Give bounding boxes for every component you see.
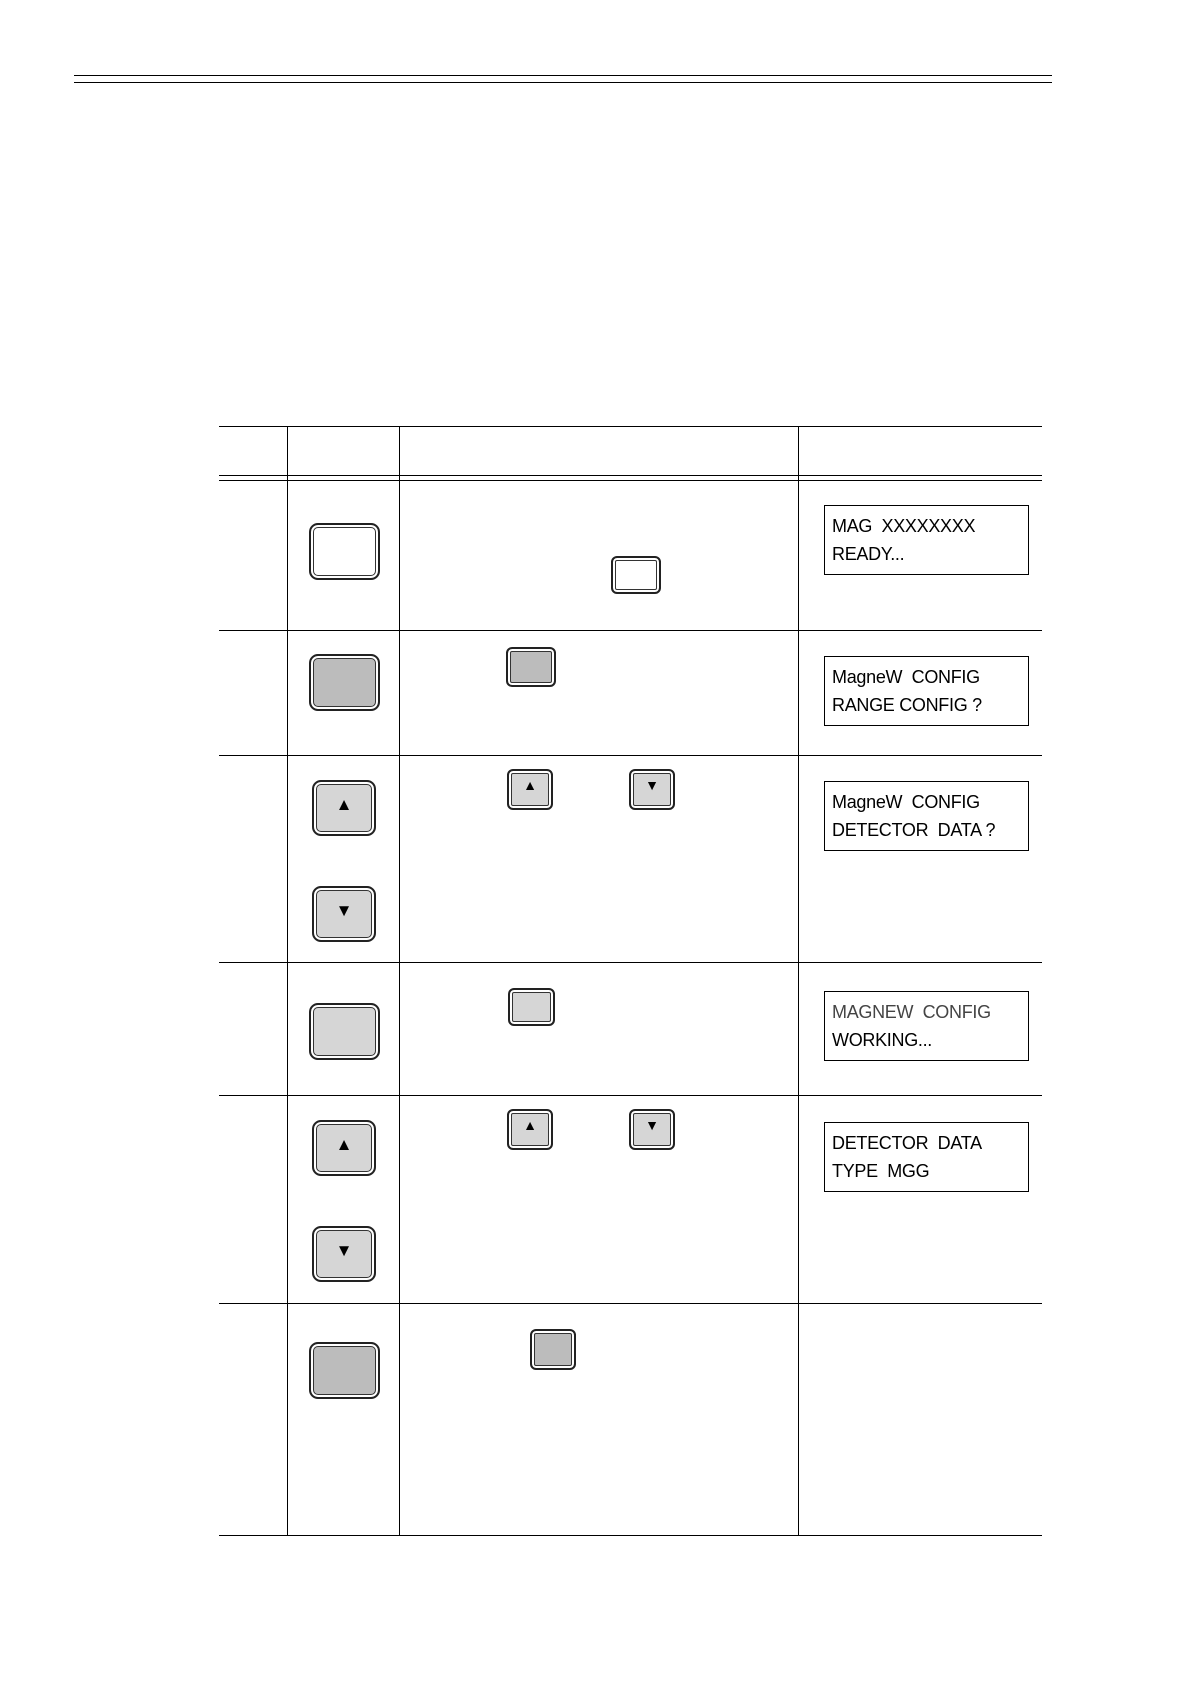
header-rule-2 [219,480,1042,481]
down-arrow-button[interactable] [312,1226,376,1282]
lcd-display [824,991,1029,1061]
lcd-line-1: DETECTOR DATA [832,1133,982,1153]
column-divider-1 [287,426,288,1536]
lcd-display [824,1122,1029,1192]
lcd-line-1: MAG XXXXXXXX [832,516,976,536]
up-arrow-icon: ▲ [335,1134,353,1154]
column-divider-3 [798,426,799,1536]
lcd-line-2: TYPE MGG [832,1161,930,1181]
function-key-inline-icon [506,647,556,687]
header-rule-top [74,75,1052,76]
lcd-line-1: MagneW CONFIG [832,792,980,812]
lcd-display [824,781,1029,851]
up-arrow-icon: ▲ [523,1116,537,1133]
blank-key-button[interactable] [309,523,380,580]
lcd-line-2: READY... [832,544,905,564]
table-top-rule [219,426,1042,427]
lcd-line-2: DETECTOR DATA ? [832,820,996,840]
up-arrow-icon: ▲ [335,794,353,814]
function-key-button[interactable] [309,654,380,711]
enter-key-button[interactable] [309,1003,380,1060]
row-divider [219,755,1042,756]
up-arrow-button[interactable] [312,780,376,836]
lcd-display [824,505,1029,575]
row-divider [219,962,1042,963]
row-divider [219,630,1042,631]
up-arrow-button[interactable] [312,1120,376,1176]
down-arrow-inline-icon [629,769,675,810]
header-rule-bottom [74,82,1052,83]
up-arrow-icon: ▲ [523,776,537,793]
column-divider-2 [399,426,400,1536]
lcd-line-2: RANGE CONFIG ? [832,695,982,715]
up-arrow-inline-icon [507,1109,553,1150]
lcd-line-2: WORKING... [832,1030,932,1050]
down-arrow-button[interactable] [312,886,376,942]
row-divider [219,1303,1042,1304]
table-bottom-rule [219,1535,1042,1536]
lcd-line-1: MagneW CONFIG [832,667,980,687]
enter-key-inline-icon [508,988,555,1026]
lcd-line-1: MAGNEW CONFIG [832,1002,991,1022]
down-arrow-icon: ▼ [645,776,659,793]
function-key-button[interactable] [309,1342,380,1399]
lcd-display [824,656,1029,726]
row-divider [219,1095,1042,1096]
function-key-inline-icon [530,1329,576,1370]
up-arrow-inline-icon [507,769,553,810]
header-rule-1 [219,475,1042,476]
down-arrow-inline-icon [629,1109,675,1150]
down-arrow-icon: ▼ [335,1240,353,1260]
down-arrow-icon: ▼ [645,1116,659,1133]
blank-key-inline-icon [611,556,661,594]
down-arrow-icon: ▼ [335,900,353,920]
